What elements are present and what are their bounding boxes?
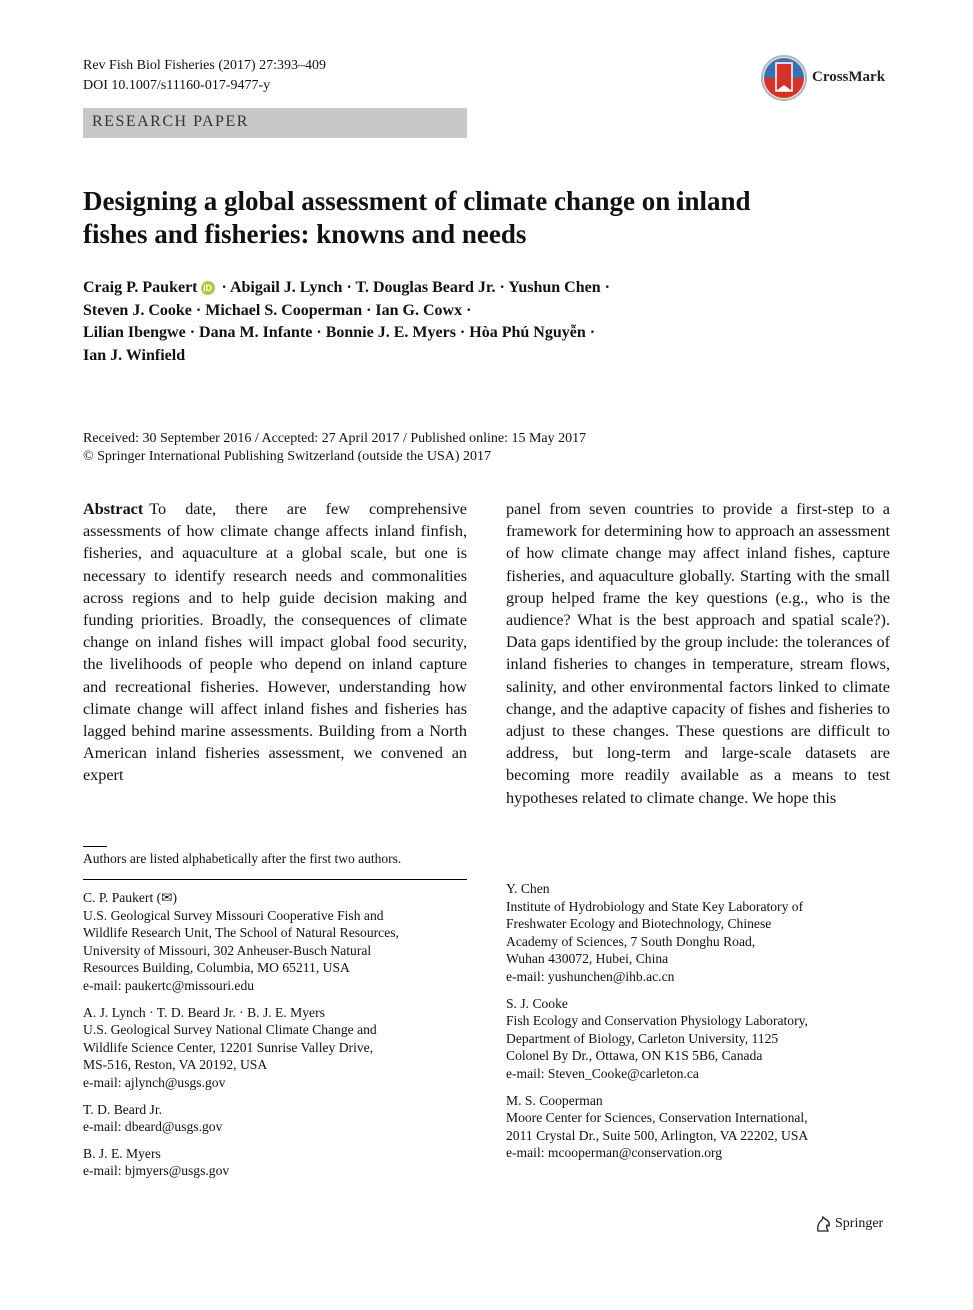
- section-label: RESEARCH PAPER: [92, 113, 249, 130]
- author-line: Steven J. Cooke · Michael S. Cooperman · Ian G. Cowx ·: [83, 301, 472, 319]
- affiliation-line: MS-516, Reston, VA 20192, USA: [83, 1057, 268, 1073]
- affiliation-author: S. J. Cooke: [506, 995, 568, 1011]
- affiliation-block: [83, 1101, 483, 1136]
- email-link[interactable]: e-mail: dbeard@usgs.gov: [83, 1119, 223, 1135]
- affiliation-line: Moore Center for Sciences, Conservation International,: [506, 1110, 808, 1126]
- affiliation-line: U.S. Geological Survey National Climate Change and: [83, 1022, 377, 1038]
- author-name[interactable]: Craig P. Paukert: [83, 279, 198, 296]
- copyright: © Springer International Publishing Switzerland (outside the USA) 2017: [83, 449, 492, 464]
- affiliation-block: [83, 1004, 483, 1092]
- affiliation-block: [83, 889, 483, 995]
- affiliation-author: C. P. Paukert (✉): [83, 890, 178, 905]
- title-line: Designing a global assessment of climate change on inland: [83, 186, 751, 216]
- affiliation-block: [506, 1092, 906, 1162]
- email-link[interactable]: e-mail: bjmyers@usgs.gov: [83, 1163, 230, 1179]
- publisher-name: Springer: [835, 1216, 884, 1231]
- affiliation-line: Wildlife Research Unit, The School of Natural Resources,: [83, 925, 399, 941]
- affiliation-line: Wuhan 430072, Hubei, China: [506, 951, 669, 967]
- affiliations-left: [83, 889, 483, 1189]
- author-names: · Abigail J. Lynch · T. Douglas Beard Jr. · Yushun Chen ·: [217, 279, 610, 296]
- crossmark-badge[interactable]: [760, 52, 890, 104]
- affiliation-rule: [83, 879, 467, 880]
- affiliation-block: [83, 1145, 483, 1180]
- springer-horse-icon: [815, 1215, 832, 1233]
- affiliation-author: B. J. E. Myers: [83, 1145, 161, 1161]
- affiliation-author: A. J. Lynch · T. D. Beard Jr. · B. J. E. Myers: [83, 1004, 325, 1020]
- affiliations-right: [506, 880, 906, 1171]
- publication-dates: [83, 430, 586, 466]
- affiliation-author: Y. Chen: [506, 881, 550, 896]
- affiliation-line: Department of Biology, Carleton University, 1125: [506, 1030, 779, 1046]
- affiliation-line: Fish Ecology and Conservation Physiology Laboratory,: [506, 1013, 808, 1029]
- affiliation-line: U.S. Geological Survey Missouri Cooperative Fish and: [83, 907, 384, 923]
- section-banner: [83, 108, 467, 138]
- email-link[interactable]: e-mail: yushunchen@ihb.ac.cn: [506, 968, 675, 984]
- affiliation-line: Resources Building, Columbia, MO 65211, USA: [83, 960, 350, 976]
- email-link[interactable]: e-mail: ajlynch@usgs.gov: [83, 1074, 226, 1090]
- author-list: [83, 277, 903, 367]
- affiliation-author: M. S. Cooperman: [506, 1092, 603, 1108]
- author-line: [83, 277, 903, 300]
- title-line: fishes and fisheries: knowns and needs: [83, 219, 527, 249]
- abstract-left-column: [83, 498, 467, 787]
- affiliation-block: [506, 995, 906, 1083]
- orcid-icon[interactable]: iD: [201, 281, 215, 295]
- author-line: Ian J. Winfield: [83, 346, 186, 364]
- publisher-logo: [815, 1214, 895, 1236]
- affiliation-line: Colonel By Dr., Ottawa, ON K1S 5B6, Canada: [506, 1048, 763, 1064]
- affiliation-block: [506, 880, 906, 986]
- crossmark-label: CrossMark: [812, 69, 886, 85]
- affiliation-line: Freshwater Ecology and Biotechnology, Chinese: [506, 916, 772, 932]
- email-link[interactable]: e-mail: mcooperman@conservation.org: [506, 1145, 723, 1161]
- affiliation-line: Institute of Hydrobiology and State Key Laboratory of: [506, 898, 804, 914]
- doi[interactable]: DOI 10.1007/s11160-017-9477-y: [83, 78, 271, 93]
- abstract-text: panel from seven countries to provide a first-step to a framework for determining how to approach an assessment of how climate change may affect inland fishes, capture fisheries, and aquaculture globally. Starting with the small group helped frame the key questions (e.g., who is the audience? What is the best approach and spatial scale?). Data gaps identified by the group include: the tolerances of inland fisheries to changes in temperature, stream flows, salinity, and other environmental factors linked to climate change, and the adaptive capacity of fishes and fisheries to adjust to these changes. These questions are difficult to address, but long-term and large-scale datasets are becoming more readily available as a means to test hypotheses related to climate change. We hope this: [506, 500, 890, 807]
- email-link[interactable]: e-mail: paukertc@missouri.edu: [83, 977, 255, 993]
- article-title: [83, 185, 863, 251]
- affiliation-author: T. D. Beard Jr.: [83, 1101, 163, 1117]
- abstract-text: To date, there are few comprehensive assessments of how climate change affects inland finfish, fisheries, and aquaculture at a global scale, but one is necessary to identify research needs and commonalities across regions and to help guide decision making and funding priorities. Broadly, the consequences of climate change on inland fishes will impact global food security, the livelihoods of people who depend on inland capture and recreational fisheries. However, understanding how climate change will affect inland fishes and fisheries has lagged behind marine assessments. Building from a North American inland fisheries assessment, we convened an expert: [83, 500, 467, 785]
- journal-citation: [83, 56, 326, 96]
- footnote-rule: [83, 846, 107, 847]
- abstract-heading: Abstract: [83, 500, 144, 518]
- author-footnote: Authors are listed alphabetically after the first two authors.: [83, 851, 402, 866]
- crossmark-icon: [760, 54, 808, 102]
- affiliation-line: 2011 Crystal Dr., Suite 500, Arlington, VA 22202, USA: [506, 1127, 809, 1143]
- email-link[interactable]: e-mail: Steven_Cooke@carleton.ca: [506, 1065, 699, 1081]
- journal-volume: Rev Fish Biol Fisheries (2017) 27:393–409: [83, 58, 327, 73]
- abstract-right-column: [506, 498, 890, 809]
- author-line: Lilian Ibengwe · Dana M. Infante · Bonnie J. E. Myers · Hòa Phú Nguyễn ·: [83, 324, 596, 341]
- history-dates: Received: 30 September 2016 / Accepted: 27 April 2017 / Published online: 15 May 2017: [83, 431, 587, 446]
- affiliation-line: Wildlife Science Center, 12201 Sunrise Valley Drive,: [83, 1039, 374, 1055]
- affiliation-line: University of Missouri, 302 Anheuser-Busch Natural: [83, 942, 372, 958]
- affiliation-line: Academy of Sciences, 7 South Donghu Road,: [506, 933, 756, 949]
